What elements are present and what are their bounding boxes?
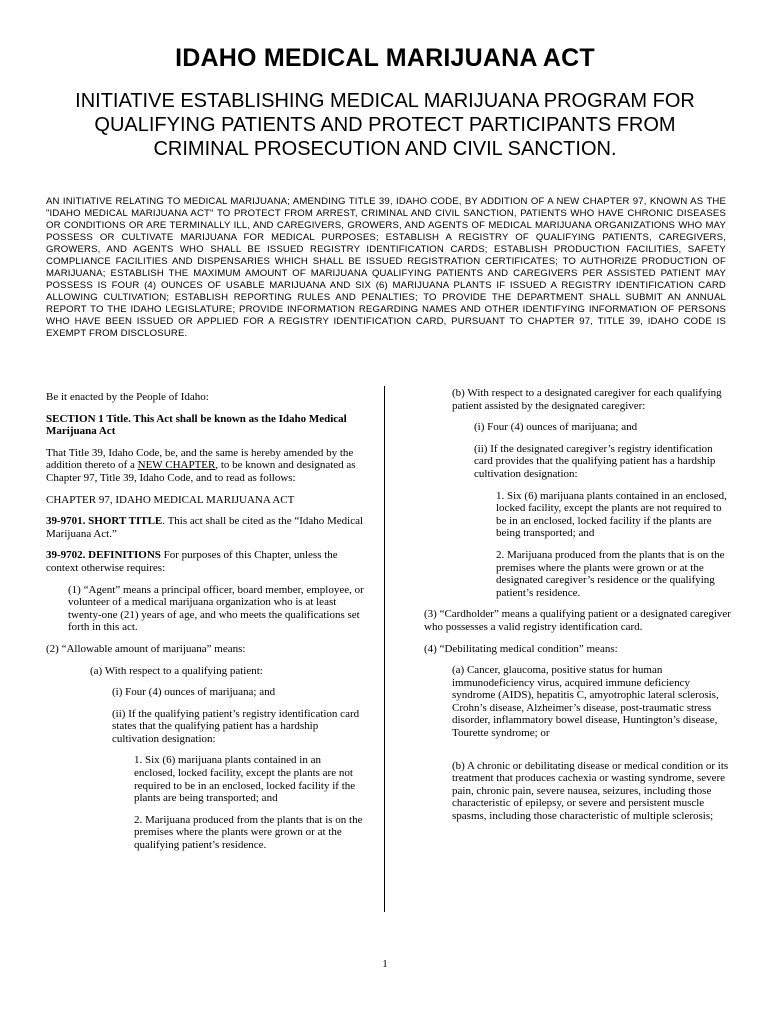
definition-2b-ii-1: 1. Six (6) marijuana plants contained in an enclosed, locked facility, except the plants are not required to be in an enclosed, locked facility if the plants are being transported; and [496,489,727,540]
preamble-paragraph: AN INITIATIVE RELATING TO MEDICAL MARIJUANA; AMENDING TITLE 39, IDAHO CODE, BY ADDITION OF A NEW CHAPTER 97, KNOWN AS THE "IDAHO MEDICAL MARIJUANA ACT" TO PROTECT FROM ARREST, CRIMINAL AND CIVIL SANCTION, PATIENTS WHO HAVE CHRONIC DISEASES OR CONDITIONS OR ARE TERMINALLY ILL, AND CAREGIVERS, GROWERS, AND AGENTS OF MEDICAL MARIJUANA ORGANIZATIONS WHO MAY POSSESS OR CULTIVATE MARIJUANA FOR MEDICAL PURPOSES; ESTABLISH A REGISTRY OF QUALIFYING PATIENTS, CAREGIVERS, GROWERS, AND AGENTS WHO SHALL BE ISSUED REGISTRY IDENTIFICATION CARDS; ESTABLISH PRODUCTION FACILITIES, SAFETY COMPLIANCE FACILITIES AND DISPENSARIES WHICH SHALL BE ISSUED REGISTRATION CERTIFICATES; TO AUTHORIZE PRODUCTION OF MARIJUANA; ESTABLISH THE MAXIMUM AMOUNT OF MARIJUANA QUALIFYING PATIENTS AND CAREGIVERS PER ASSISTED PATIENT MAY POSSESS IS FOUR (4) OUNCES OF USABLE MARIJUANA AND SIX (6) MARIJUANA PLANTS IF ISSUED A REGISTRY IDENTIFICATION CARD ALLOWING CULTIVATION; ESTABLISH REPORTING RULES AND PENALTIES; TO PROVIDE THE DEPARTMENT SHALL SUBMIT AN ANNUAL REPORT TO THE IDAHO LEGISLATURE; PROVIDE INFORMATION REGARDING NAMES AND OTHER IDENTIFYING INFORMATION OF PERSONS WHO HAVE BEEN ISSUED OR APPLIED FOR A REGISTRY IDENTIFICATION CARD, PURSUANT TO CHAPTER 97, TITLE 39, IDAHO CODE IS EXEMPT FROM DISCLOSURE. [46,196,726,339]
column-divider [384,386,385,912]
definitions-section [46,549,364,574]
right-column [424,387,732,823]
chapter-heading: CHAPTER 97, IDAHO MEDICAL MARIJUANA ACT [46,493,295,506]
definition-allowable-amount: (2) “Allowable amount of marijuana” means: [46,642,246,655]
definition-cardholder: (3) “Cardholder” means a qualifying patient or a designated caregiver who possesses a valid registry identification card. [424,608,731,633]
section-1-title: SECTION 1 Title. This Act shall be known as the Idaho Medical Marijuana Act [46,412,347,438]
definition-2a-ii: (ii) If the qualifying patient’s registry identification card states that the qualifying patient has a hardship cultivation designation: [112,707,360,745]
definition-4b: (b) A chronic or debilitating disease or medical condition or its treatment that produces cachexia or wasting syndrome, severe pain, chronic pain, severe nausea, seizures, including those characteristic of epilepsy, or severe and persistent muscle spasms, including those characteristic of multiple sclerosis; [452,759,729,823]
definition-4a: (a) Cancer, glaucoma, positive status for human immunodeficiency virus, acquired immune deficiency syndrome (AIDS), hepatitis C, amyotrophic lateral sclerosis, Crohn’s disease, Alzheimer’s disease, post-traumatic stress disorder, inflammatory bowel disease, Huntington’s disease, Tourette syndrome; or [452,664,719,740]
definition-2b-ii: (ii) If the designated caregiver’s registry identification card provides that the qualifying patient has a hardship cultivation designation: [474,442,716,480]
definition-2a-ii-1: 1. Six (6) marijuana plants contained in an enclosed, locked facility, except the plants are not required to be in an enclosed, locked facility if the plants are being transported; and [134,754,356,805]
left-column [46,391,364,852]
amendment-text-start: That Title 39, Idaho Code, be, and the same is hereby amended by the addition thereto of a [46,446,354,472]
definitions-label: 39-9702. DEFINITIONS [46,549,161,562]
definition-2b-i: (i) Four (4) ounces of marijuana; and [474,421,638,434]
short-title-label: 39-9701. SHORT TITLE [46,515,163,528]
definition-2a: (a) With respect to a qualifying patient: [90,664,263,677]
definition-2b: (b) With respect to a designated caregiver for each qualifying patient assisted by the designated caregiver: [452,387,722,412]
short-title-text: . This act shall be cited as the “Idaho Medical Marijuana Act.” [46,515,364,540]
definition-2a-i: (i) Four (4) ounces of marijuana; and [112,686,276,699]
definition-2a-ii-2: 2. Marijuana produced from the plants that is on the premises where the plants were grown or at the qualifying patient’s residence. [134,813,363,852]
amendment-text-end: , to be known and designated as Chapter 97, Title 39, Idaho Code, and to read as follows: [46,459,356,484]
definition-agent: (1) “Agent” means a principal officer, board member, employee, or volunteer of a medical marijuana organization who is at least twenty-one (21) years of age, and who meets the qualifications set forth in this act. [68,583,364,634]
definition-2b-ii-2: 2. Marijuana produced from the plants that is on the premises where the plants were grown or at the designated caregiver’s residence or the qualifying patient’s residence. [496,548,725,599]
definitions-intro: For purposes of this Chapter, unless the context otherwise requires: [46,549,338,574]
amendment-paragraph [46,447,364,485]
document-subtitle: INITIATIVE ESTABLISHING MEDICAL MARIJUANA PROGRAM FOR QUALIFYING PATIENTS AND PROTECT PARTICIPANTS FROM CRIMINAL PROSECUTION AND CIVIL SANCTION. [75,90,695,160]
page-number: 1 [382,958,388,970]
document-title: IDAHO MEDICAL MARIJUANA ACT [175,44,595,72]
definition-debilitating-condition: (4) “Debilitating medical condition” means: [424,642,618,655]
short-title-section [46,515,364,540]
new-chapter-underlined: NEW CHAPTER [137,459,216,472]
enacting-clause: Be it enacted by the People of Idaho: [46,391,209,403]
